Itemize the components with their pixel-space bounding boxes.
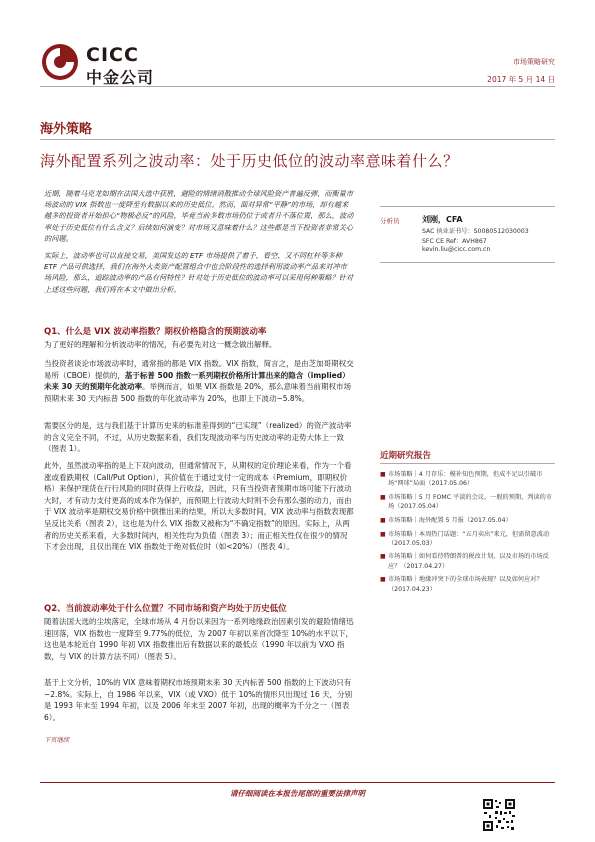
recent-research-item[interactable] <box>380 470 555 488</box>
square-bullet-icon: ■ <box>380 516 386 524</box>
cicc-logo <box>40 42 180 88</box>
abstract-paragraph: 实际上，波动率也可以直接交易，美国发达的 ETF 市场提供了着手，看空、又不同杠杆等多种 ETF 产品可供选择，我们在海外大类资产配置组合中也会阶段性的选择利用波动率产品来对冲市场风险，那么，追踪波动率的产品有何特性？针对处于历史低位的波动率可以采用何种策略？针对上述这些问题，我们将在本文中做出分析。 <box>44 251 354 294</box>
recent-research-list <box>380 470 555 598</box>
abstract-paragraph: 近期，随着马克龙如期在法国大选中获胜，避险的情绪消散推动全球风险资产普遍反弹，而衡量市场波动的 VIX 指数也一度降至有数据以来的历史低位。然而，面对异常“平静”的市场，却有越来越多的投资者开始担心“物极必反”的风险，毕竟当前多数市场仍位于或者升不落位置，那么，波动率处于历史低位有什么含义？后续如何演变？对市场又意味着什么？这些都是当下投资者非常关心的问题。 <box>44 189 354 243</box>
analyst-box <box>380 210 555 270</box>
analyst-sfc: SFC CE Ref：AVH867 <box>422 238 487 245</box>
q1-heading: Q1、什么是 VIX 波动率指数？期权价格隐含的预期波动率 <box>44 327 267 337</box>
square-bullet-icon: ■ <box>380 553 386 561</box>
analyst-name: 刘刚，CFA <box>422 215 463 224</box>
q2-paragraph-1: 随着法国大选的尘埃落定，全球市场从 4 月份以来因为一系列地缘政治因素引发的避险情绪迅速回落，VIX 指数也一度降至 9.77%的低位，为 2007 年初以来首次降至 10%的水平以下，这也是本轮近自 1990 年初 VIX 指数推出后有数据以来的最低点（1990 年以前为 VXO 指数，与 VIX 的计算方法不同）（图表 5）。 <box>44 617 354 661</box>
analyst-label: 分析员 <box>380 217 400 225</box>
q1-paragraph-2 <box>44 358 354 404</box>
report-title: 海外配置系列之波动率：处于历史低位的波动率意味着什么？ <box>40 152 459 170</box>
square-bullet-icon: ■ <box>380 530 386 538</box>
logo-text-en: CICC <box>86 44 139 66</box>
analyst-top-divider <box>380 206 555 207</box>
q1-p2-text-after: 。举例而言，如果 VIX 指数是 20%，那么意味着当前期权市场预期未来 30 天内标普 500 指数的年化波动率为 20%，也即上下波动~5.8%。 <box>44 382 351 403</box>
q1-paragraph-1: 为了更好的理解和分析波动率的情况，有必要先对这一概念做出解释。 <box>44 340 277 349</box>
analyst-email[interactable]: kevin.liu@cicc.com.cn <box>422 246 491 253</box>
square-bullet-icon: ■ <box>380 576 386 584</box>
q1-paragraph-4: 此外，虽然波动率指的是上下双向波动，但通常情况下，从期权的定价理论来看，作为一个看涨或看跌期权（Call/Put Option），其价值在于通过支付一定的成本（Premium，即期权价格）来保护现货在行行风险的同时获得上行收益，因此，只有当投资者预期市场可能下行波动大时，才有动力支付更高的成本作为保护，而预期上行波动大时则不会有那么强的动力，而由于 VIX 波动率是期权交易价格中倒推出来的结果，所以大多数时间，VIX 波动率与指数表现都呈反比关系（图表 2），这也是为什么 VIX 指数又被称为“不确定指数”的原因。实际上，从两者的历史关系来看，大多数时间内，相关性均为负值（图表 3）；而正相关性仅在很少的情况下才会出现，且仅出现在 VIX 指数处于绝对低位时（如<20%）（图表 4）。 <box>44 461 354 552</box>
report-type: 市场策略研究 <box>513 58 555 66</box>
legal-notice[interactable]: 请仔细阅读在本报告尾部的重要法律声明 <box>230 789 365 798</box>
recent-research-item[interactable] <box>380 516 555 525</box>
recent-research-item-text: 市场策略｜本周热门话题：“五月卖出”来元，但需留意波动（2017.05.03） <box>388 530 550 547</box>
recent-research-item[interactable] <box>380 493 555 511</box>
square-bullet-icon: ■ <box>380 471 386 478</box>
abstract <box>44 188 354 301</box>
q1-p2-bold: 基于标普 500 指数一系列期权价格所计算出来的隐含（implied）未来 30 天的预期年化波动率 <box>44 370 350 392</box>
recent-research-item[interactable] <box>380 552 555 570</box>
recent-research-heading: 近期研究报告 <box>380 451 432 461</box>
recent-research-item-text: 市场策略｜如何看待特朗普的税改计划，以及市场的市场反应？（2017.04.27） <box>388 553 549 570</box>
analyst-bottom-divider <box>380 262 555 263</box>
square-bullet-icon: ■ <box>380 493 386 501</box>
q2-paragraph-2: 基于上文分析，10%的 VIX 意味着期权市场预期未来 30 天内标普 500 指数的上下波动只有~2.8%。实际上，自 1986 年以来，VIX（或 VXO）低于 10%的情形只出现过 16 天，分别是 1993 年末至 1994 年初，以及 2006 年末至 2007 年初，出现的概率为千分之一（图表 6）。 <box>44 678 353 722</box>
recent-research-divider <box>380 463 555 464</box>
recent-research-item-text: 市场策略｜5 月 FOMC 平淡的会议，一般的预期，判读的市场（2017.05.04） <box>388 493 553 511</box>
footer-divider <box>40 782 555 783</box>
section-title: 海外策略 <box>40 122 93 137</box>
header-divider <box>40 86 555 87</box>
recent-research-item-text: 市场策略｜4 月存乐：模补知色预期，但成不足以引破市场“网球”局面（2017.05.06） <box>388 471 543 488</box>
q2-heading: Q2、当前波动率处于什么位置？不同市场和资产均处于历史低位 <box>44 604 287 614</box>
analyst-sac: SAC 执业证书号：S0080512030003 <box>422 228 529 235</box>
report-date: 2017 年 5 月 14 日 <box>487 75 555 84</box>
recent-research-item[interactable] <box>380 575 555 593</box>
q1-p2-text: 当投资者谈论市场波动率时，通常指的都是 VIX 指数。VIX 指数，简言之，是由芝加哥期权交易所（CBOE）提供的， <box>44 359 354 380</box>
recent-research-item-text: 市场策略｜海外配置 5 月报（2017.05.04） <box>388 516 512 524</box>
q1-paragraph-3: 需要区分的是，这与我们基于计算历史来的标准差得到的“已实现”（realized）的资产波动率的含义完全不同，不过，从历史数据来看，我们发现波动率与历史波动率的走势大体上一致（图表 1）。 <box>44 421 352 454</box>
cicc-swirl-logo-icon <box>40 42 80 82</box>
continued-note: 下页继续 <box>44 737 70 744</box>
qr-code-icon <box>482 798 516 832</box>
title-divider <box>40 139 555 140</box>
recent-research-item-text: 市场策略｜地缘冲突下的全球市场表现？以及如何应对？（2017.04.23） <box>388 576 543 593</box>
logo-text-cn: 中金公司 <box>86 68 155 87</box>
recent-research-item[interactable] <box>380 530 555 548</box>
